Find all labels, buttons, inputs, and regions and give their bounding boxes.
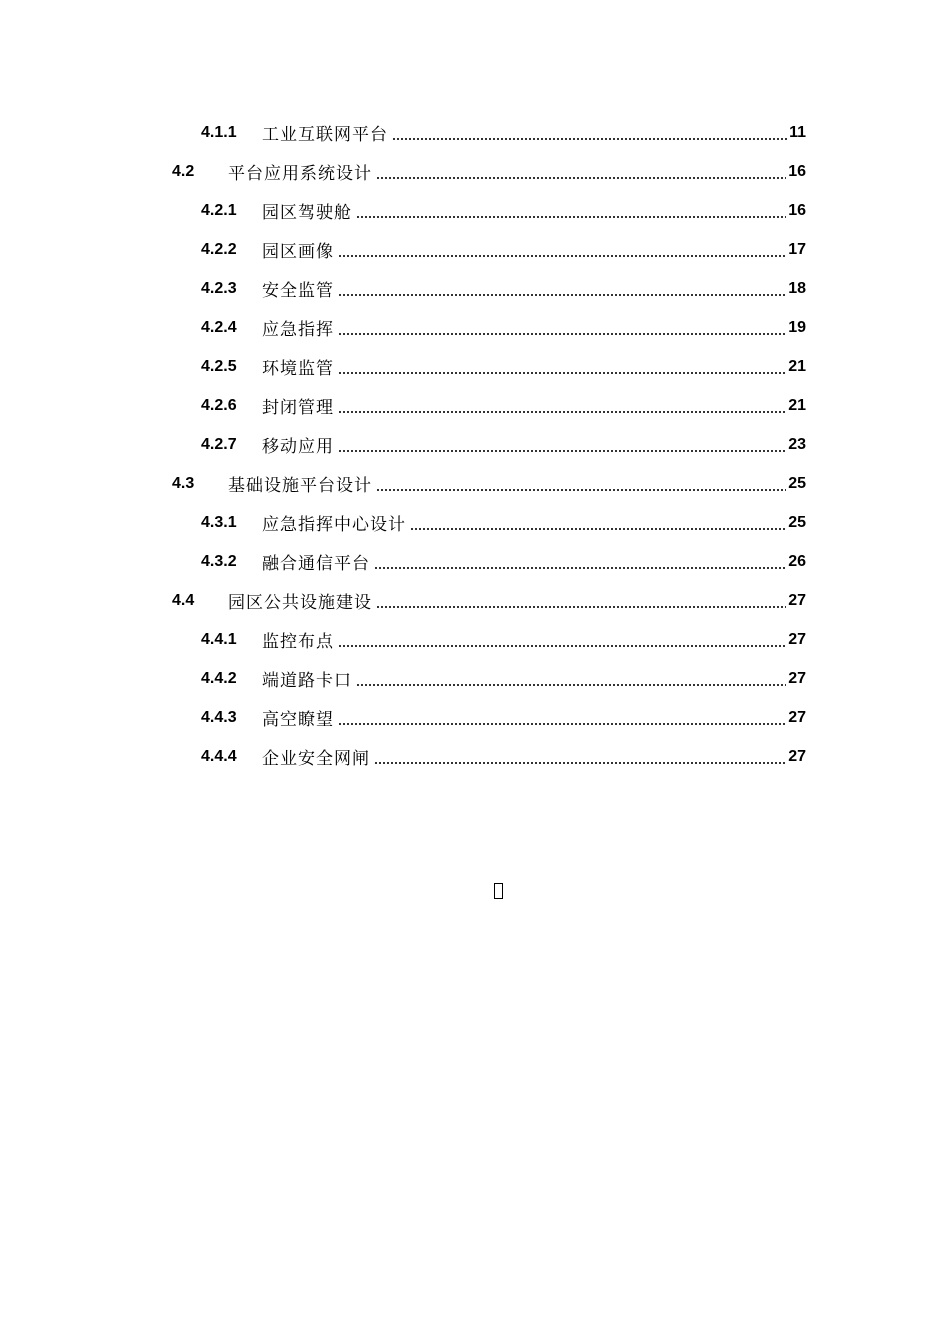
- toc-entry-number: 4.3.2: [201, 552, 237, 570]
- toc-entry-number: 4.4.1: [201, 630, 237, 648]
- dot-leader: [392, 125, 787, 141]
- toc-entry-page: 11: [789, 123, 806, 141]
- toc-entry-title: 环境监管: [262, 359, 334, 379]
- toc-entry-number: 4.2.4: [201, 318, 237, 336]
- toc-entry-number: 4.1.1: [201, 123, 237, 141]
- toc-entry-4-4-2[interactable]: [0, 659, 806, 698]
- toc-entry-title: 工业互联网平台: [262, 125, 388, 145]
- table-of-contents: [0, 113, 950, 776]
- toc-entry-4-2-7[interactable]: [0, 425, 806, 464]
- toc-entry-title: 企业安全网闸: [262, 749, 370, 769]
- toc-entry-page: 27: [788, 591, 806, 609]
- toc-entry-number: 4.4.3: [201, 708, 237, 726]
- toc-entry-page: 17: [788, 240, 806, 258]
- dot-leader: [338, 281, 786, 297]
- toc-entry-4-4-4[interactable]: [0, 737, 806, 776]
- toc-entry-4-2-6[interactable]: [0, 386, 806, 425]
- toc-entry-page: 26: [788, 552, 806, 570]
- toc-entry-number: 4.3: [172, 474, 195, 492]
- toc-entry-page: 21: [788, 357, 806, 375]
- dot-leader: [410, 515, 786, 531]
- dot-leader: [338, 320, 786, 336]
- dot-leader: [374, 554, 786, 570]
- toc-entry-4-3-2[interactable]: [0, 542, 806, 581]
- toc-entry-4-4-3[interactable]: [0, 698, 806, 737]
- dot-leader: [376, 476, 786, 492]
- toc-entry-4-3[interactable]: [0, 464, 806, 503]
- toc-entry-page: 18: [788, 279, 806, 297]
- toc-entry-page: 25: [788, 513, 806, 531]
- dot-leader: [338, 398, 786, 414]
- toc-entry-number: 4.3.1: [201, 513, 237, 531]
- toc-entry-4-4[interactable]: [0, 581, 806, 620]
- toc-entry-title: 基础设施平台设计: [228, 476, 372, 496]
- toc-entry-page: 27: [788, 747, 806, 765]
- dot-leader: [374, 749, 786, 765]
- toc-entry-title: 应急指挥: [262, 320, 334, 340]
- toc-entry-title: 移动应用: [262, 437, 334, 457]
- toc-entry-title: 园区驾驶舱: [262, 203, 352, 223]
- toc-entry-number: 4.2.6: [201, 396, 237, 414]
- toc-entry-4-2-1[interactable]: [0, 191, 806, 230]
- dot-leader: [338, 710, 786, 726]
- toc-entry-title: 安全监管: [262, 281, 334, 301]
- toc-entry-page: 25: [788, 474, 806, 492]
- toc-entry-title: 园区公共设施建设: [228, 593, 372, 613]
- dot-leader: [338, 437, 786, 453]
- toc-entry-page: 19: [788, 318, 806, 336]
- toc-entry-number: 4.2.7: [201, 435, 237, 453]
- toc-entry-number: 4.4.2: [201, 669, 237, 687]
- toc-entry-title: 融合通信平台: [262, 554, 370, 574]
- toc-entry-number: 4.2.3: [201, 279, 237, 297]
- dot-leader: [338, 632, 786, 648]
- dot-leader: [376, 593, 786, 609]
- toc-entry-number: 4.2.5: [201, 357, 237, 375]
- dot-leader: [338, 242, 786, 258]
- toc-entry-number: 4.4: [172, 591, 195, 609]
- toc-entry-title: 封闭管理: [262, 398, 334, 418]
- dot-leader: [376, 164, 786, 180]
- toc-entry-4-2-4[interactable]: [0, 308, 806, 347]
- toc-entry-title: 端道路卡口: [262, 671, 352, 691]
- toc-entry-4-3-1[interactable]: [0, 503, 806, 542]
- toc-entry-number: 4.4.4: [201, 747, 237, 765]
- toc-entry-page: 16: [788, 162, 806, 180]
- toc-entry-title: 园区画像: [262, 242, 334, 262]
- toc-entry-page: 27: [788, 630, 806, 648]
- dot-leader: [338, 359, 786, 375]
- toc-entry-4-2-2[interactable]: [0, 230, 806, 269]
- dot-leader: [356, 203, 786, 219]
- toc-entry-title: 应急指挥中心设计: [262, 515, 406, 535]
- toc-entry-4-2-3[interactable]: [0, 269, 806, 308]
- toc-entry-4-1-1[interactable]: [0, 113, 806, 152]
- toc-entry-page: 27: [788, 669, 806, 687]
- toc-entry-title: 平台应用系统设计: [228, 164, 372, 184]
- toc-entry-4-2-5[interactable]: [0, 347, 806, 386]
- toc-entry-title: 监控布点: [262, 632, 334, 652]
- toc-entry-4-4-1[interactable]: [0, 620, 806, 659]
- toc-entry-page: 27: [788, 708, 806, 726]
- toc-entry-page: 21: [788, 396, 806, 414]
- toc-entry-page: 23: [788, 435, 806, 453]
- toc-entry-page: 16: [788, 201, 806, 219]
- missing-glyph-icon: [494, 883, 503, 899]
- toc-entry-number: 4.2.1: [201, 201, 237, 219]
- toc-entry-number: 4.2.2: [201, 240, 237, 258]
- toc-entry-title: 高空瞭望: [262, 710, 334, 730]
- toc-entry-number: 4.2: [172, 162, 195, 180]
- dot-leader: [356, 671, 786, 687]
- toc-entry-4-2[interactable]: [0, 152, 806, 191]
